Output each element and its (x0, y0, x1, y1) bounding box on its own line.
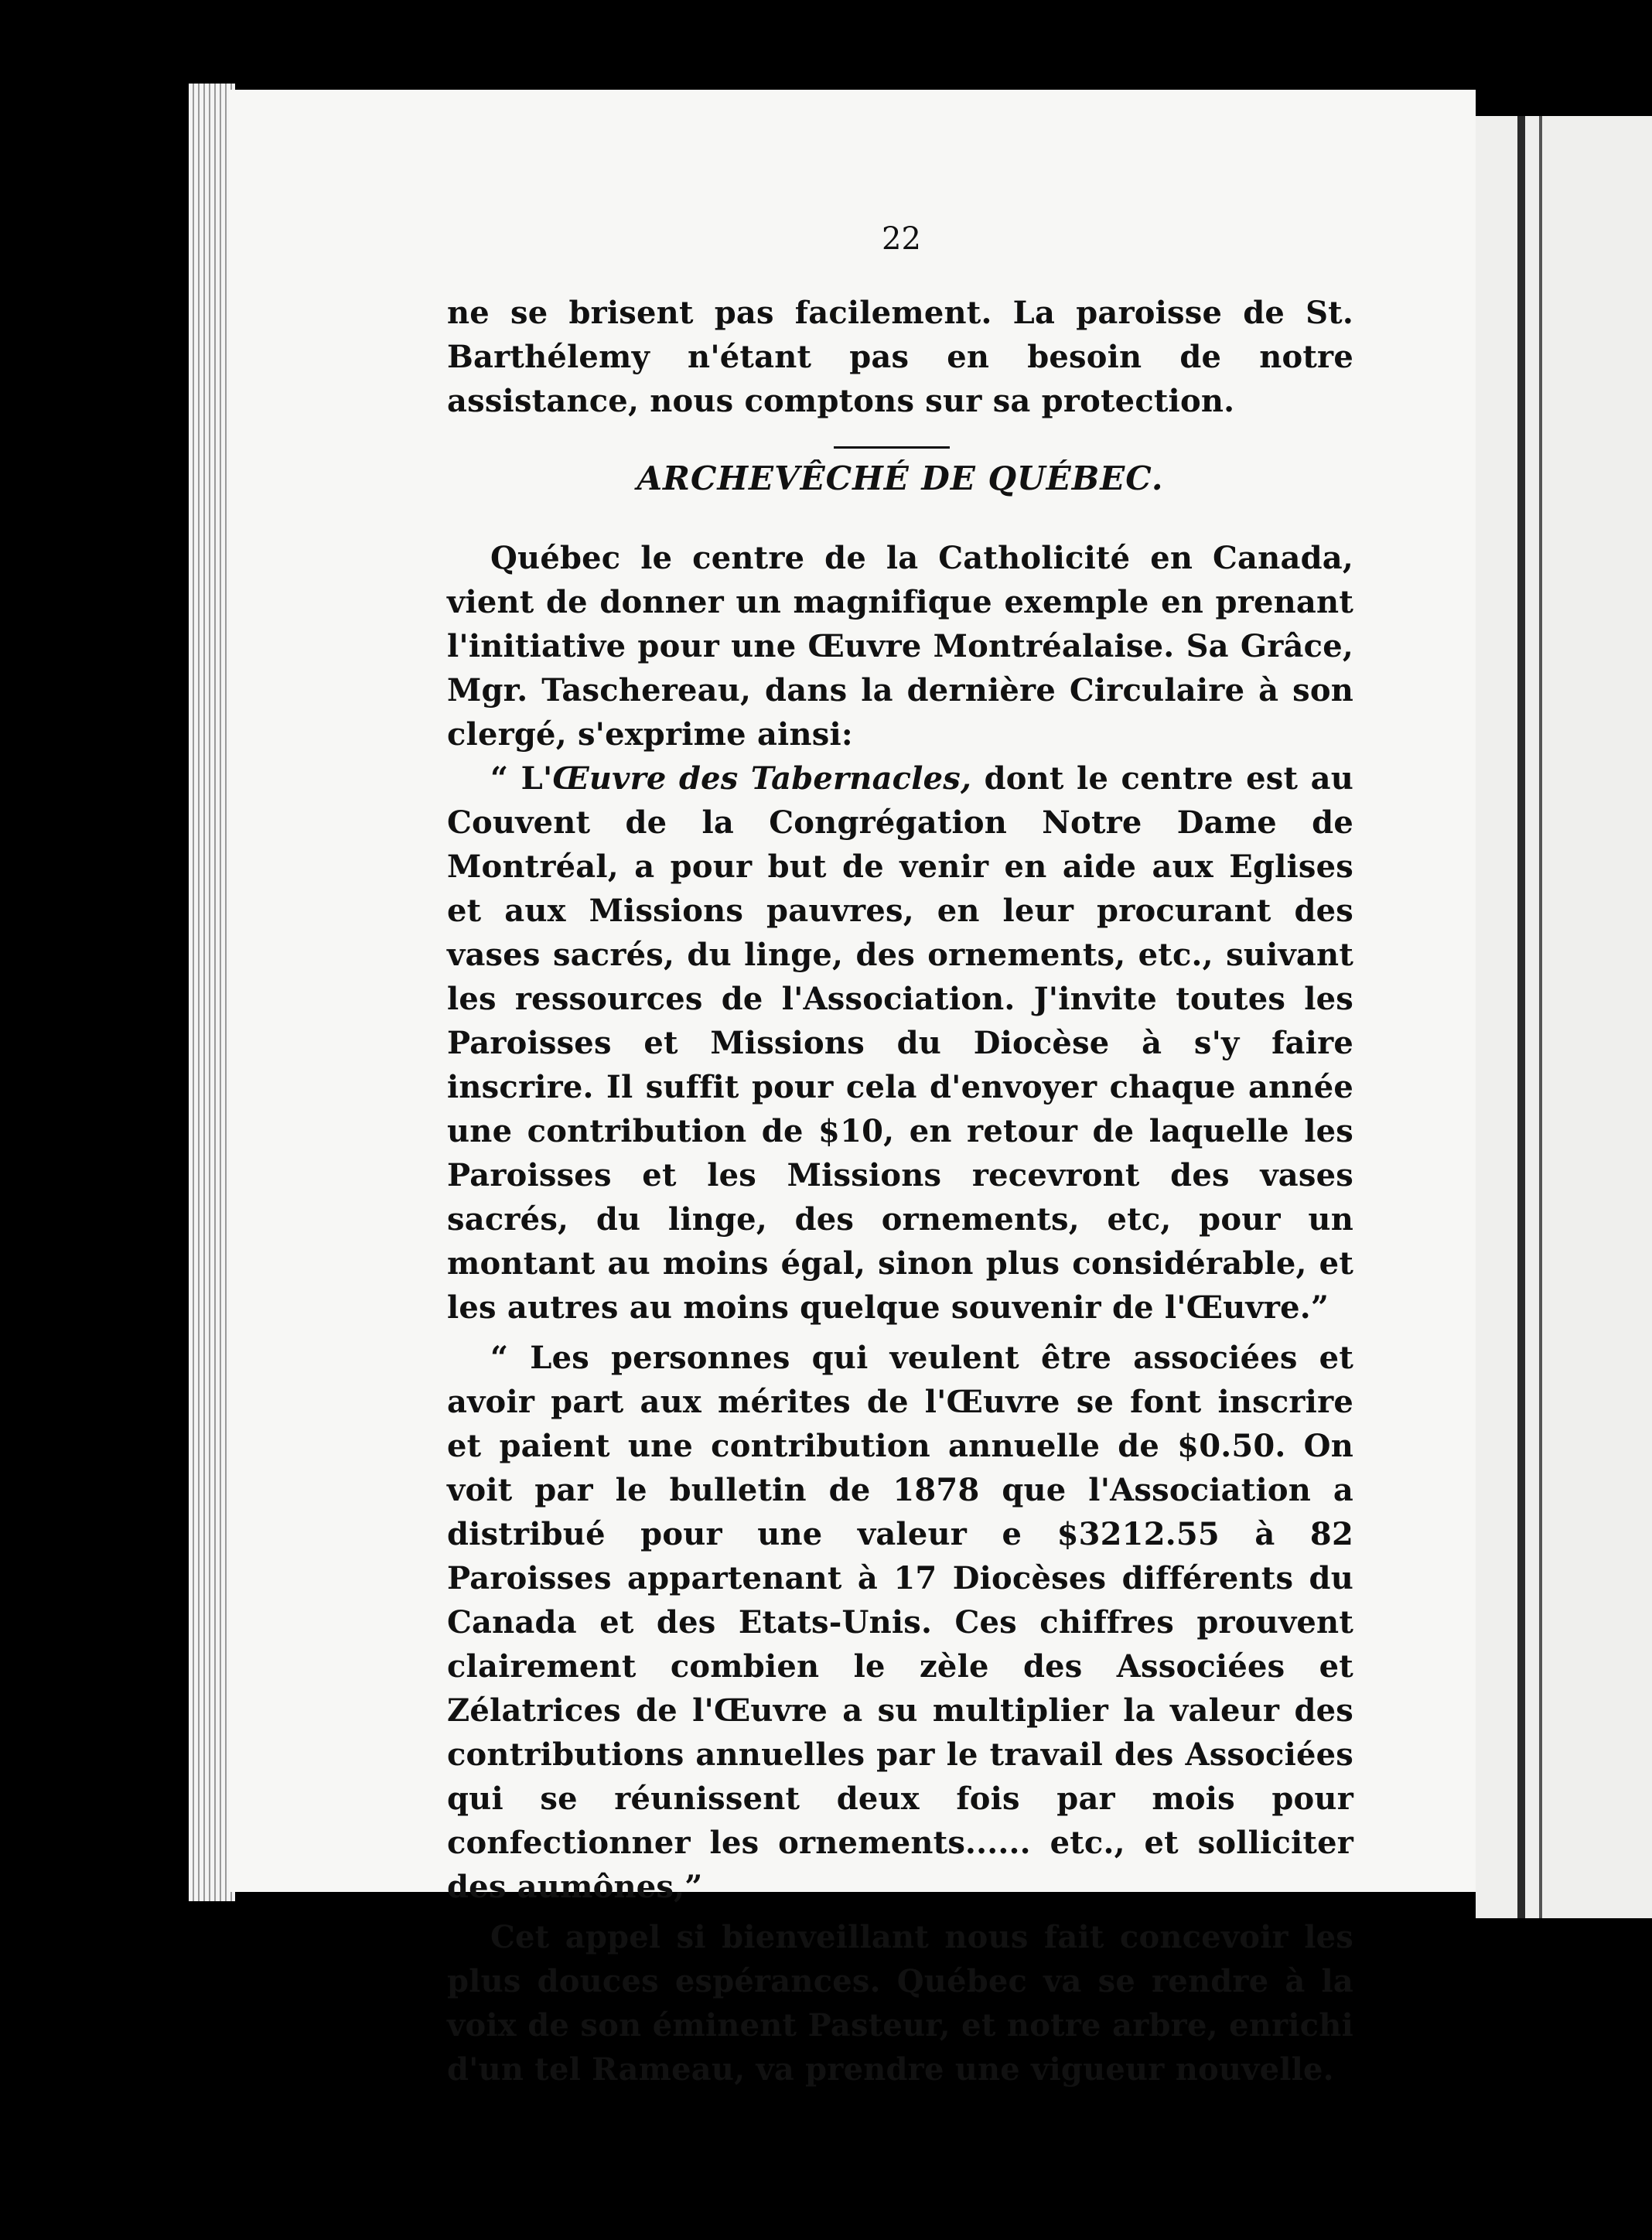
facing-page-edge-line (1539, 116, 1542, 1918)
page-edges (189, 84, 235, 1901)
text-block (447, 291, 1353, 2091)
intro-paragraph: ne se brisent pas facilement. La paroisse de St. Barthélemy n'étant pas en besoin de notre assistance, nous comptons sur sa protection. (447, 295, 1353, 419)
section-separator (834, 446, 950, 449)
work-title: Œuvre des Tabernacles, (552, 760, 972, 797)
page-number: 22 (882, 221, 921, 257)
paragraph-4: Cet appel si bienveillant nous fait concevoir les plus douces espérances. Québec va se rendre à la voix de son éminent Pasteur, et notre arbre, enrichi d'un tel Rameau, va prendre une vigueur nouvelle. (447, 1919, 1353, 2088)
facing-page (1476, 116, 1652, 1918)
section-heading: ARCHEVÊCHÉ DE QUÉBEC. (637, 459, 1164, 497)
facing-page-edge (1517, 116, 1525, 1918)
quote-open: “ L' (490, 760, 553, 797)
paragraph-1: Québec le centre de la Catholicité en Canada, vient de donner un magnifique exemple en prenant l'initiative pour une Œuvre Montréalaise. Sa Grâce, Mgr. Taschereau, dans la dernière Circulaire à son clergé, s'exprime ainsi: (447, 540, 1353, 753)
paragraph-3: “ Les personnes qui veulent être associées et avoir part aux mérites de l'Œuvre se font inscrire et paient une contribution annuelle de $0.50. On voit par le bulletin de 1878 que l'Association a distribué pour une valeur e $3212.55 à 82 Paroisses appartenant à 17 Diocèses différents du Canada et des Etats-Unis. Ces chiffres prouvent clairement combien le zèle des Associées et Zélatrices de l'Œuvre a su multiplier la valeur des contributions annuelles par le travail des Associées qui se réunissent deux fois par mois pour confectionner les ornements...... etc., et solliciter des aumônes,” (447, 1340, 1353, 1905)
paragraph-2-text: dont le centre est au Couvent de la Congrégation Notre Dame de Montréal, a pour but de venir en aide aux Eglises et aux Missions pauvres, en leur procurant des vases sacrés, du linge, des ornements, etc., suivant les ressources de l'Association. J'invite toutes les Paroisses et Missions du Diocèse à s'y faire inscrire. Il suffit pour cela d'envoyer chaque année une contribution de $10, en retour de laquelle les Paroisses et les Missions recevront des vases sacrés, du linge, des ornements, etc, pour un montant au moins égal, sinon plus considérable, et les autres au moins quelque souvenir de l'Œuvre.” (447, 760, 1353, 1326)
paragraph-2 (447, 756, 1353, 1330)
